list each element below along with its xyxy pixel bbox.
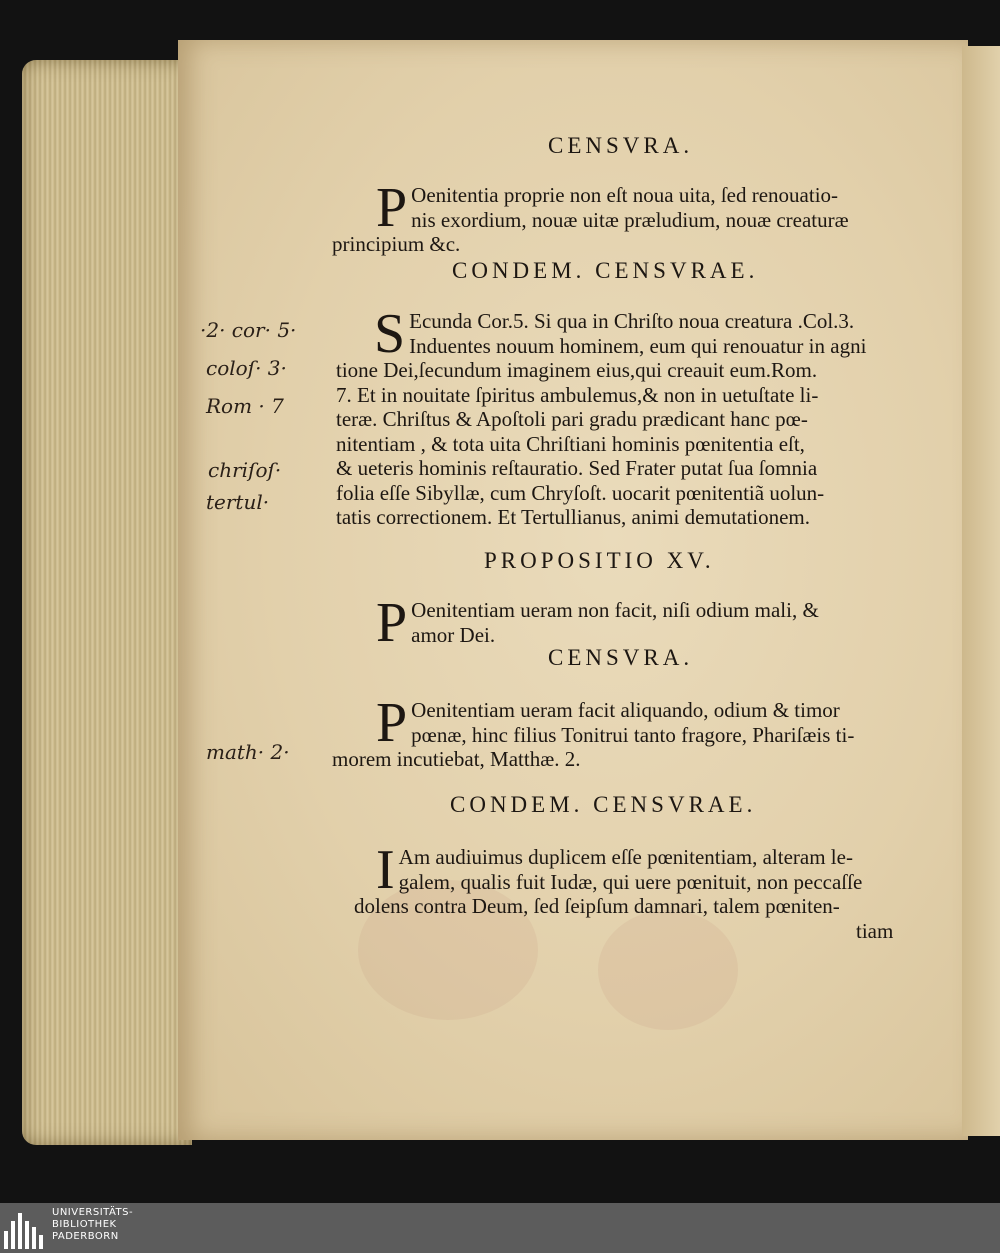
library-name (52, 1207, 133, 1243)
marginal-note: tertul· (206, 490, 270, 514)
text-line: dolens contra Deum, ſed ſeipſum damnari, talem pœniten- (354, 894, 840, 918)
text-line: Oenitentiam ueram non facit, niſi odium mali, & (411, 598, 819, 622)
marginal-note: coloſ· 3· (206, 356, 287, 380)
library-name-line: UNIVERSITÄTS- (52, 1207, 134, 1218)
text-line: morem incutiebat, Matthæ. 2. (332, 747, 581, 771)
text-line: pœnæ, hinc filius Tonitrui tanto fragore, Phariſæis ti- (411, 722, 855, 747)
text-line: Oenitentiam ueram facit aliquando, odium & timor (411, 698, 840, 722)
text-line: tatis correctionem. Et Tertullianus, animi demutationem. (336, 505, 811, 529)
text-line: Oenitentia proprie non eſt noua uita, ſed renouatio- (411, 183, 839, 207)
paragraph-2 (336, 303, 934, 530)
book-page-edges (22, 60, 192, 1145)
library-logo-icon (4, 1209, 44, 1249)
paragraph-5 (354, 839, 916, 943)
paragraph-1 (332, 177, 916, 257)
text-line: galem, qualis fuit Iudæ, qui uere pœnituit, non peccaſſe (398, 869, 863, 894)
text-line: 7. Et in nouitate ſpiritus ambulemus,& non in uetuſtate li- (336, 382, 819, 407)
drop-cap: P (376, 692, 408, 754)
heading-censura-1: CENSVRA. (548, 133, 694, 158)
heading-censura-2: CENSVRA. (548, 645, 694, 670)
text-line: Am audiuimus duplicem eſſe pœnitentiam, alteram le- (398, 845, 853, 869)
marginal-note: chriſoſ· (208, 458, 282, 482)
heading-condem-censurae-1: CONDEM. CENSVRAE. (452, 258, 759, 283)
drop-cap: I (376, 839, 395, 901)
text-line: tiam (856, 918, 894, 943)
paragraph-3 (376, 592, 916, 654)
text-line: nitentiam , & tota uita Chriſtiani hominis pœnitentia eſt, (336, 431, 805, 456)
drop-cap: P (376, 177, 408, 239)
text-line: teræ. Chriſtus & Apoſtoli pari gradu prædicant hanc pœ- (336, 407, 808, 431)
drop-cap: P (376, 592, 408, 654)
library-name-line: PADERBORN (52, 1231, 119, 1242)
heading-propositio-xv: PROPOSITIO XV. (484, 548, 715, 573)
paragraph-4 (332, 692, 916, 772)
text-line: & ueteris hominis reſtauratio. Sed Frater putat ſua ſomnia (336, 456, 818, 480)
text-line: Ecunda Cor.5. Si qua in Chriſto noua creatura .Col.3. (409, 309, 855, 333)
library-footer-bar (0, 1203, 1000, 1253)
text-line: nis exordium, nouæ uitæ præludium, nouæ creaturæ (411, 207, 849, 232)
text-line: Induentes nouum hominem, eum qui renouatur in agni (409, 333, 867, 358)
heading-condem-censurae-2: CONDEM. CENSVRAE. (450, 792, 757, 817)
marginal-note: ·2· cor· 5· (200, 318, 297, 342)
marginal-note: Rom · 7 (206, 394, 284, 418)
text-line: principium &c. (332, 232, 461, 256)
drop-cap: S (374, 303, 406, 365)
text-line: amor Dei. (411, 622, 496, 647)
text-line: folia eſſe Sibyllæ, cum Chryſoſt. uocarit pœnitentiã uolun- (336, 480, 825, 505)
text-line: tione Dei,ſecundum imaginem eius,qui creauit eum.Rom. (336, 358, 818, 382)
marginal-note: math· 2· (206, 740, 290, 764)
library-name-line: BIBLIOTHEK (52, 1219, 117, 1230)
facing-page-edge (962, 46, 1000, 1136)
